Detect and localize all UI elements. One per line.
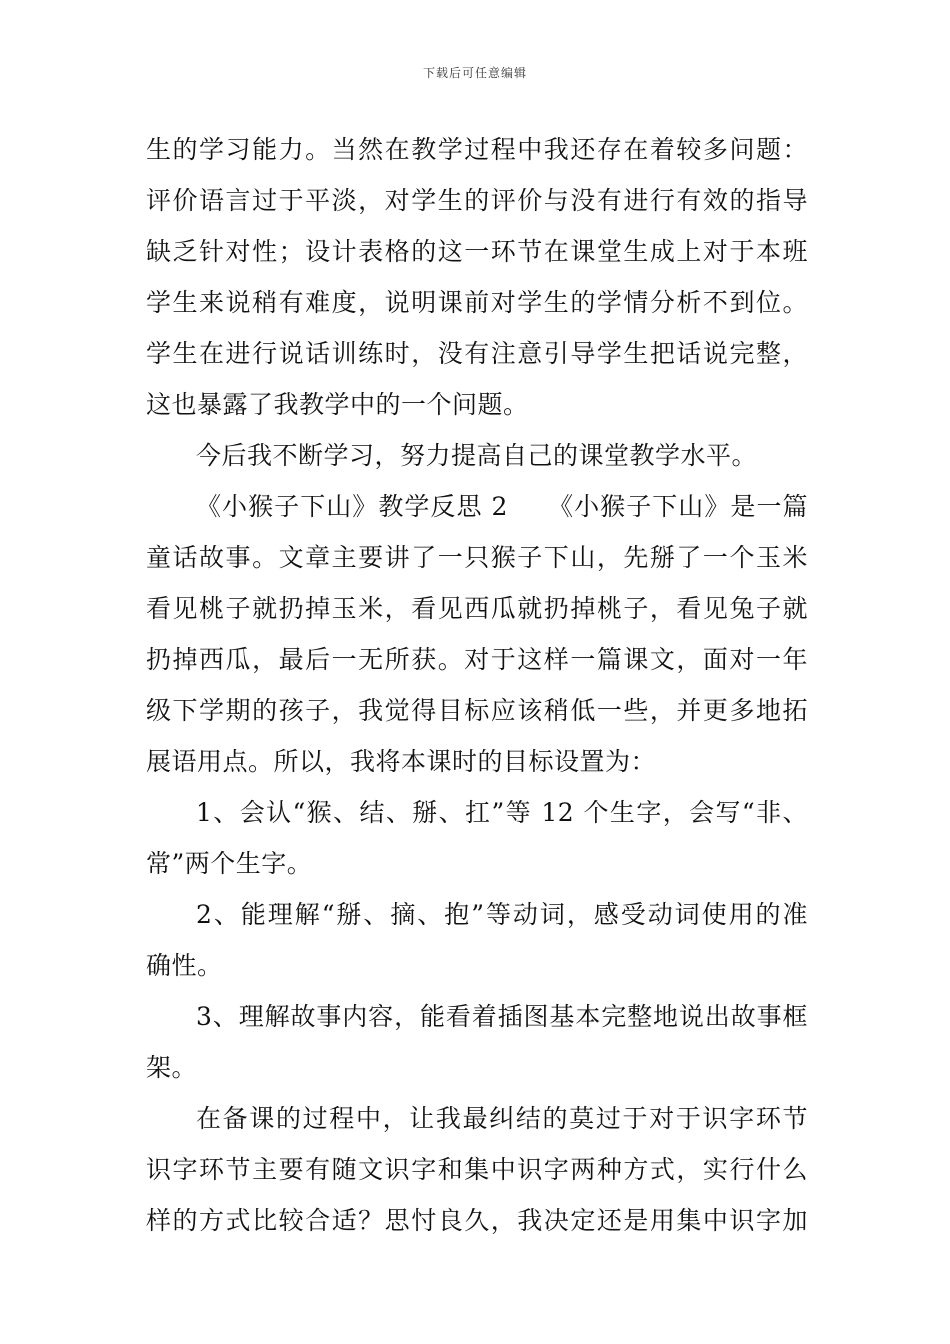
text-line: 识字环节主要有随文识字和集中识字两种方式，实行什么	[146, 1155, 808, 1184]
text-line: 扔掉西瓜，最后一无所获。对于这样一篇课文，面对一年	[146, 645, 808, 674]
page-header: 下载后可任意编辑	[422, 66, 527, 80]
text-line: 学生来说稍有难度，说明课前对学生的学情分析不到位。	[146, 288, 808, 317]
text-line: 1、会认“猴、结、掰、扛”等 12 个生字，会写“非、	[196, 798, 808, 827]
text-line: 样的方式比较合适？思忖良久，我决定还是用集中识字加	[146, 1206, 808, 1235]
text-line: 《小猴子下山》教学反思 2 《小猴子下山》是一篇	[196, 492, 808, 521]
text-line: 3、理解故事内容，能看着插图基本完整地说出故事框	[196, 1002, 808, 1031]
text-line: 2、能理解“掰、摘、抱”等动词，感受动词使用的准	[196, 900, 808, 929]
text-line: 在备课的过程中，让我最纠结的莫过于对于识字环节	[196, 1104, 808, 1133]
document-body	[146, 124, 808, 1246]
text-line: 童话故事。文章主要讲了一只猴子下山，先掰了一个玉米	[146, 543, 808, 572]
text-line: 这也暴露了我教学中的一个问题。	[146, 390, 529, 419]
text-line: 学生在进行说话训练时，没有注意引导学生把话说完整，	[146, 339, 808, 368]
text-line: 缺乏针对性；设计表格的这一环节在课堂生成上对于本班	[146, 237, 808, 266]
text-line: 架。	[146, 1053, 198, 1082]
text-line: 看见桃子就扔掉玉米，看见西瓜就扔掉桃子，看见兔子就	[146, 594, 808, 623]
text-line: 今后我不断学习，努力提高自己的课堂教学水平。	[196, 441, 758, 470]
text-line: 确性。	[146, 951, 223, 980]
text-line: 展语用点。所以，我将本课时的目标设置为：	[146, 747, 657, 776]
text-line: 常”两个生字。	[146, 849, 313, 878]
text-line: 生的学习能力。当然在教学过程中我还存在着较多问题：	[146, 135, 808, 164]
text-line: 级下学期的孩子，我觉得目标应该稍低一些，并更多地拓	[146, 696, 808, 725]
text-line: 评价语言过于平淡，对学生的评价与没有进行有效的指导	[146, 186, 808, 215]
